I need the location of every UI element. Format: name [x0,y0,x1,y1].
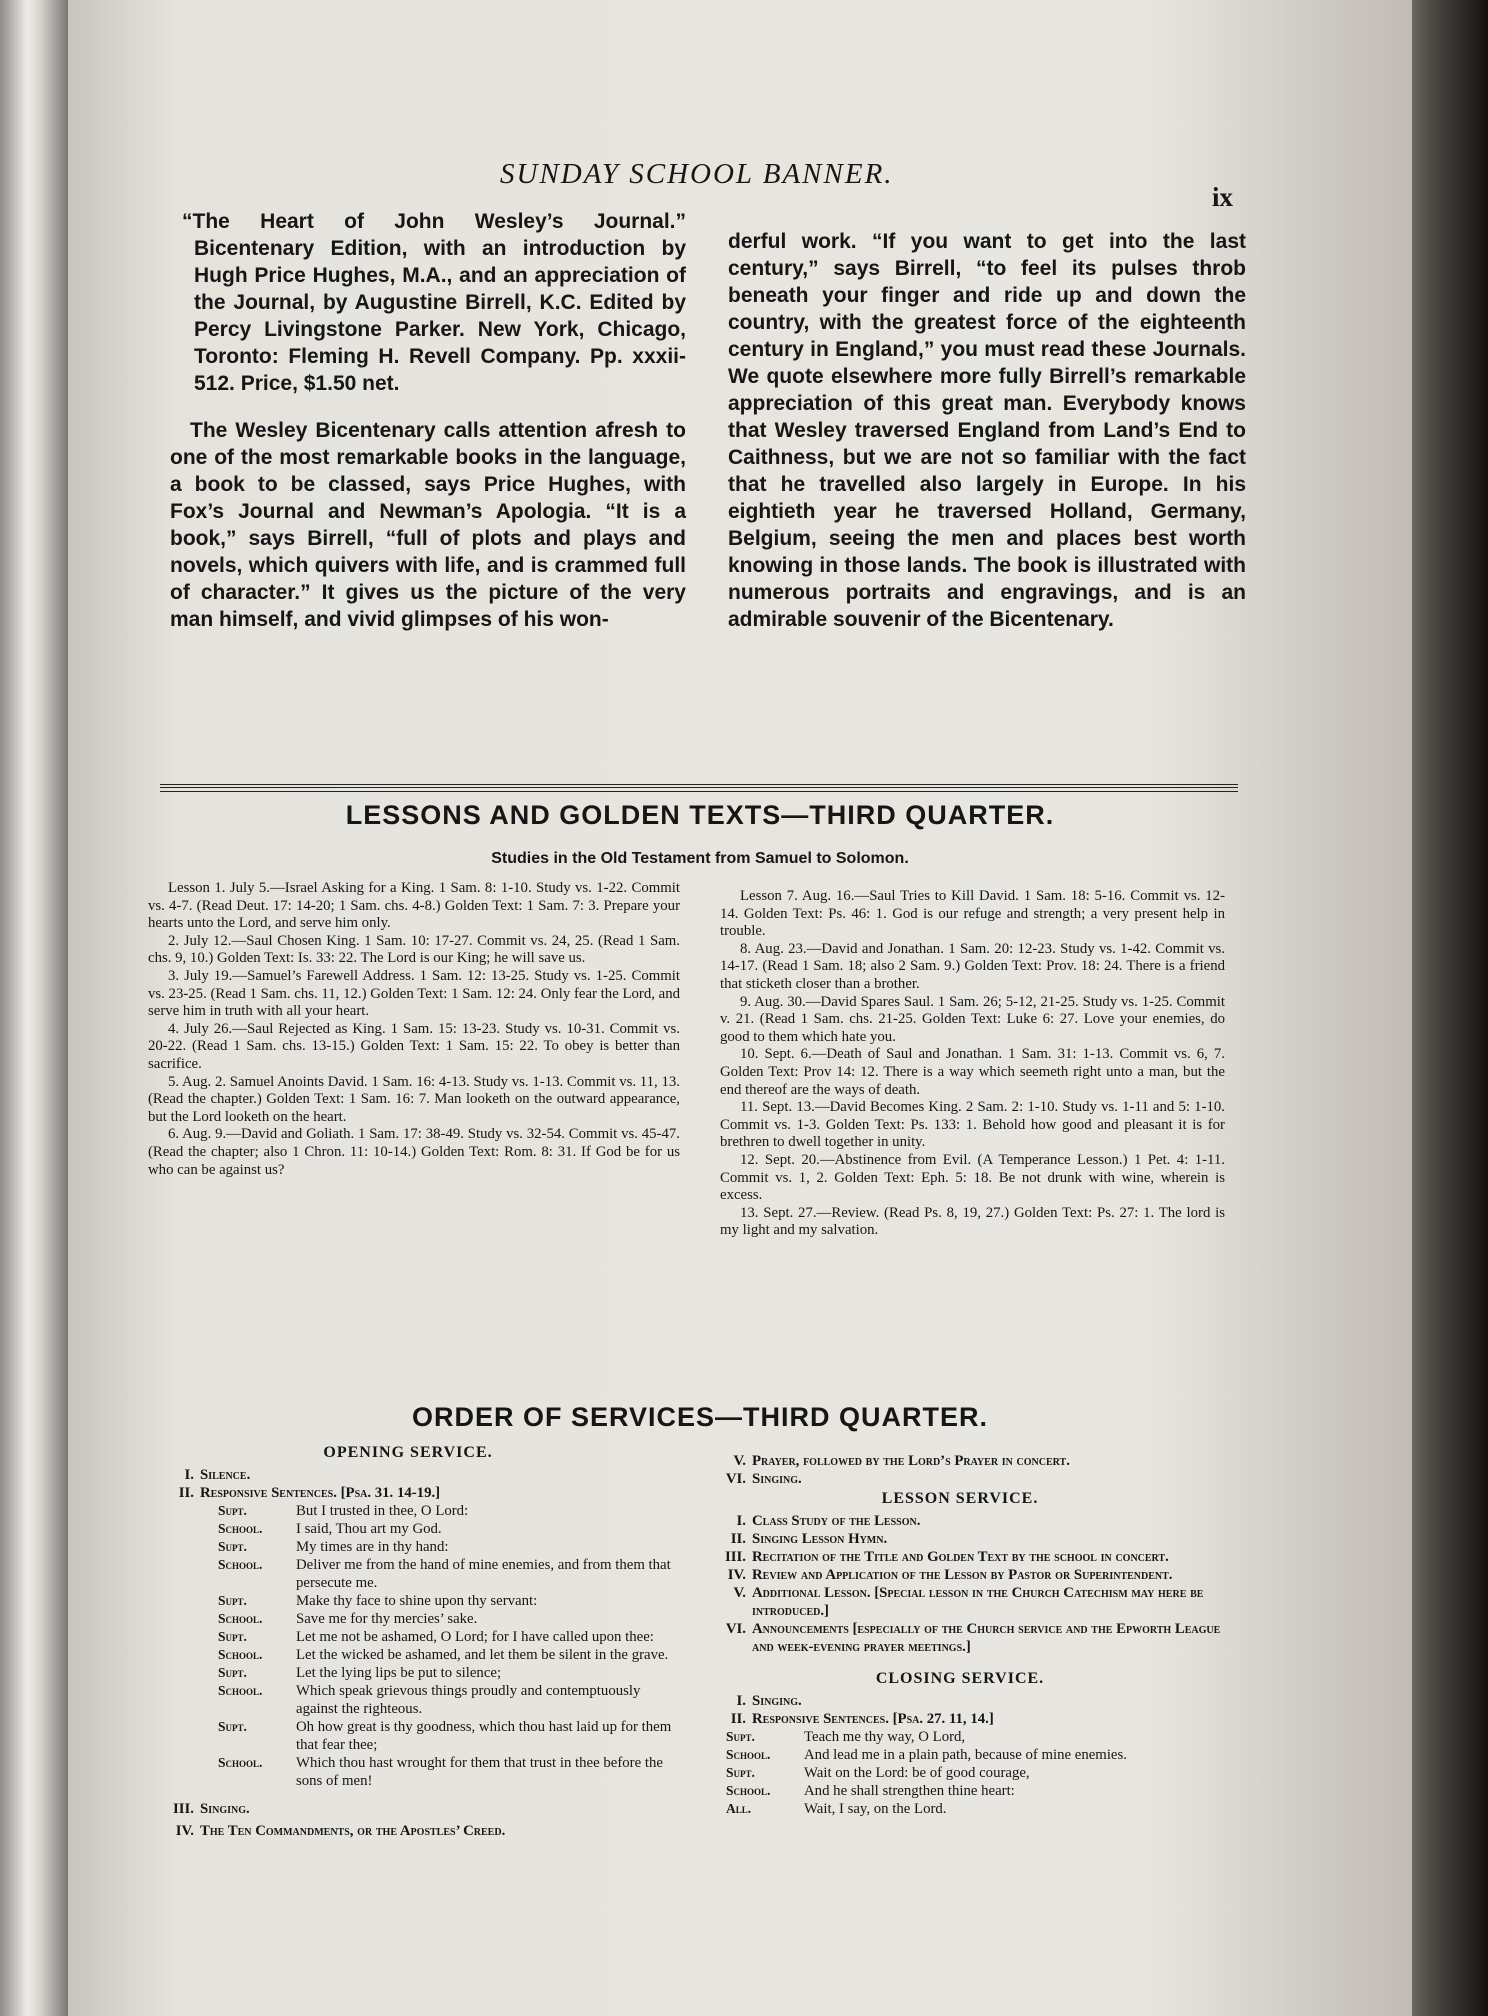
response-line: School. Which thou hast wrought for them that trust in thee before the sons of men! [218,1755,663,1789]
response-line: Supt. Teach me thy way, O Lord, [726,1729,966,1745]
lesson-entry: 8. Aug. 23.—David and Jonathan. 1 Sam. 20: 12-23. Study vs. 1-42. Commit vs. 14-17. (Read 1 Sam. 18; also 2 Sam. 9.) Golden Text: Prov. 18: 24. There is a friend that sticketh closer than a brother. [720,940,1225,992]
lesson-entry: 2. July 12.—Saul Chosen King. 1 Sam. 10: 17-27. Commit vs. 24, 25. (Read 1 Sam. chs. 9, 10.) Golden Text: Is. 33: 22. The Lord is our King; he will save us. [148,932,680,967]
order-right-column [690,1452,1230,1818]
service-item: I. Singing. [736,1693,802,1709]
page-number: ix [1212,182,1234,212]
lessons-subtitle: Studies in the Old Testament from Samuel to Solomon. [491,850,909,867]
response-line: All. Wait, I say, on the Lord. [726,1801,947,1817]
opening-service [138,1442,678,1840]
lesson-service-heading: LESSON SERVICE. [881,1490,1039,1507]
service-item: VI. Announcements [especially of the Church service and the Epworth League and week-evening prayer meetings.] [725,1621,1221,1655]
lessons-right-column [720,888,1225,1240]
service-item: VI. Singing. [725,1471,802,1487]
lesson-entry: 4. July 26.—Saul Rejected as King. 1 Sam. 15: 13-23. Study vs. 10-31. Commit vs. 20-22. (Read 1 Sam. chs. 13-15.) Golden Text: 1 Sam. 15: 22. To obey is better than sacrifice. [148,1020,680,1072]
order-title: ORDER OF SERVICES—THIRD QUARTER. [411,1402,989,1432]
response-line: Supt. Make thy face to shine upon thy servant: [218,1593,538,1609]
review-paragraph-continued: derful work. “If you want to get into the last century,” says Birrell, “to feel its pulses throb beneath your finger and ride up and down the country, with the greatest force of the eighteenth century in England,” you must read these Journals. We quote elsewhere more fully Birrell’s remarkable appreciation of this great man. Everybody knows that Wesley traversed England from Land’s End to Caithness, but we are not so familiar with the fact that he travelled also largely in Europe. In his eightieth year he traversed Holland, Germany, Belgium, seeing the men and places best worth knowing in those lands. The book is illustrated with numerous portraits and engravings, and is an admirable souvenir of the Bicentenary. [728,230,1246,631]
response-line: Supt. Oh how great is thy goodness, which thou hast laid up for them that fear thee; [218,1719,672,1753]
service-item: IV. Review and Application of the Lesson by Pastor or Superintendent. [727,1567,1173,1583]
response-line: School. Save me for thy mercies’ sake. [218,1611,478,1627]
service-item: V. Prayer, followed by the Lord’s Prayer in concert. [733,1453,1070,1469]
review-left-column [170,208,686,633]
response-line: School. Which speak grievous things proudly and contemptuously against the righteous. [218,1683,641,1717]
lesson-entry: 3. July 19.—Samuel’s Farewell Address. 1 Sam. 12: 13-25. Study vs. 1-25. Commit vs. 23-25. (Read 1 Sam. chs. 11, 12.) Golden Text: 1 Sam. 12: 24. Only fear the Lord, and serve him in truth with all your heart. [148,967,680,1020]
lesson-entry: Lesson 1. July 5.—Israel Asking for a King. 1 Sam. 8: 1-10. Study vs. 1-22. Commit vs. 4-7. (Read Deut. 17: 14-20; 1 Sam. chs. 4-8.) Golden Text: 1 Sam. 7: 3. Prepare your hearts unto the Lord, and serve him only. [148,880,680,932]
section-divider [160,784,1238,792]
lesson-entry: 9. Aug. 30.—David Spares Saul. 1 Sam. 26; 5-12, 21-25. Study vs. 1-25. Commit v. 21. (Read 1 Sam. chs. 21-25. Golden Text: Luke 6: 27. Love your enemies, do good to them which hate you. [720,993,1225,1045]
lesson-entry: 12. Sept. 20.—Abstinence from Evil. (A Temperance Lesson.) 1 Pet. 4: 1-11. Commit vs. 1, 2. Golden Text: Eph. 5: 18. Be not drunk with wine, wherein is excess. [720,1151,1225,1204]
lesson-entry: 11. Sept. 13.—David Becomes King. 2 Sam. 2: 1-10. Study vs. 1-11 and 5: 1-10. Commit vs. 1-3. Golden Text: Ps. 133: 1. Behold how good and pleasant it is for brethren to dwell together in unity. [720,1099,1225,1151]
response-line: School. And he shall strengthen thine heart: [726,1783,1015,1799]
lessons-title: LESSONS AND GOLDEN TEXTS—THIRD QUARTER. [345,800,1055,830]
service-item: II. Singing Lesson Hymn. [730,1531,888,1547]
lesson-entry: 5. Aug. 2. Samuel Anoints David. 1 Sam. 16: 4-13. Study vs. 1-13. Commit vs. 11, 13. (Read the chapter.) Golden Text: 1 Sam. 16: 7. Man looketh on the outward appearance, but the Lord looketh on the heart. [148,1073,680,1125]
response-line: School. And lead me in a plain path, because of mine enemies. [726,1747,1127,1763]
service-item: IV. The Ten Commandments, or the Apostles’ Creed. [175,1823,506,1839]
opening-service-heading: OPENING SERVICE. [323,1444,493,1461]
service-item: V. Additional Lesson. [Special lesson in the Church Catechism may here be introduced.] [733,1585,1204,1619]
response-line: School. I said, Thou art my God. [218,1521,442,1537]
service-item: II. Responsive Sentences. [Psa. 31. 14-19.] [178,1485,441,1501]
response-line: Supt. Let the lying lips be put to silence; [218,1665,502,1681]
lesson-entry: 6. Aug. 9.—David and Goliath. 1 Sam. 17: 38-49. Study vs. 32-54. Commit vs. 45-47. (Read the chapter; also 1 Chron. 11: 10-14.) Golden Text: Rom. 8: 31. If God be for us who can be against us? [148,1126,680,1178]
service-item: III. Recitation of the Title and Golden Text by the school in concert. [725,1549,1169,1565]
lessons-left-column [148,880,680,1179]
service-item: I. Silence. [184,1467,251,1483]
lesson-entry: 10. Sept. 6.—Death of Saul and Jonathan. 1 Sam. 31: 1-13. Commit vs. 6, 7. Golden Text: Prov 14: 12. There is a way which seemeth right unto a man, but the end thereof are the ways of death. [720,1046,1225,1098]
response-line: School. Let the wicked be ashamed, and let them be silent in the grave. [218,1647,669,1663]
book-spine [1412,0,1488,2016]
previous-page-edge [0,0,68,2016]
review-right-column [728,228,1246,633]
closing-service-heading: CLOSING SERVICE. [875,1670,1045,1687]
lesson-entry: Lesson 7. Aug. 16.—Saul Tries to Kill David. 1 Sam. 18: 5-16. Commit vs. 12-14. Golden Text: Ps. 46: 1. God is our refuge and strength; a very present help in trouble. [720,888,1225,940]
response-line: Supt. My times are in thy hand: [218,1539,449,1555]
response-line: Supt. But I trusted in thee, O Lord: [218,1503,469,1519]
service-item: I. Class Study of the Lesson. [736,1513,921,1529]
running-header: SUNDAY SCHOOL BANNER. [500,158,894,190]
response-line: Supt. Wait on the Lord: be of good courage, [726,1765,1030,1781]
service-item: II. Responsive Sentences. [Psa. 27. 11, 14.] [730,1711,994,1727]
review-paragraph: The Wesley Bicentenary calls attention afresh to one of the most remarkable books in the language, a book to be classed, says Price Hughes, with Fox’s Journal and Newman’s Apologia. “It is a book,” says Birrell, “full of plots and plays and novels, which quivers with life, and is crammed full of character.” It gives us the picture of the very man himself, and vivid glimpses of his won- [170,419,686,631]
response-line: Supt. Let me not be ashamed, O Lord; for I have called upon thee: [218,1629,654,1645]
response-line: School. Deliver me from the hand of mine enemies, and from them that persecute me. [218,1557,671,1591]
service-item: III. Singing. [173,1801,250,1817]
lesson-entry: 13. Sept. 27.—Review. (Read Ps. 8, 19, 27.) Golden Text: Ps. 27: 1. The lord is my light and my salvation. [720,1204,1225,1239]
book-citation: “The Heart of John Wesley’s Journal.” Bicentenary Edition, with an introduction by Hugh Price Hughes, M.A., and an appreciation of the Journal, by Augustine Birrell, K.C. Edited by Percy Livingstone Parker. New York, Chicago, Toronto: Fleming H. Revell Company. Pp. xxxii-512. Price, $1.50 net. [182,210,686,395]
